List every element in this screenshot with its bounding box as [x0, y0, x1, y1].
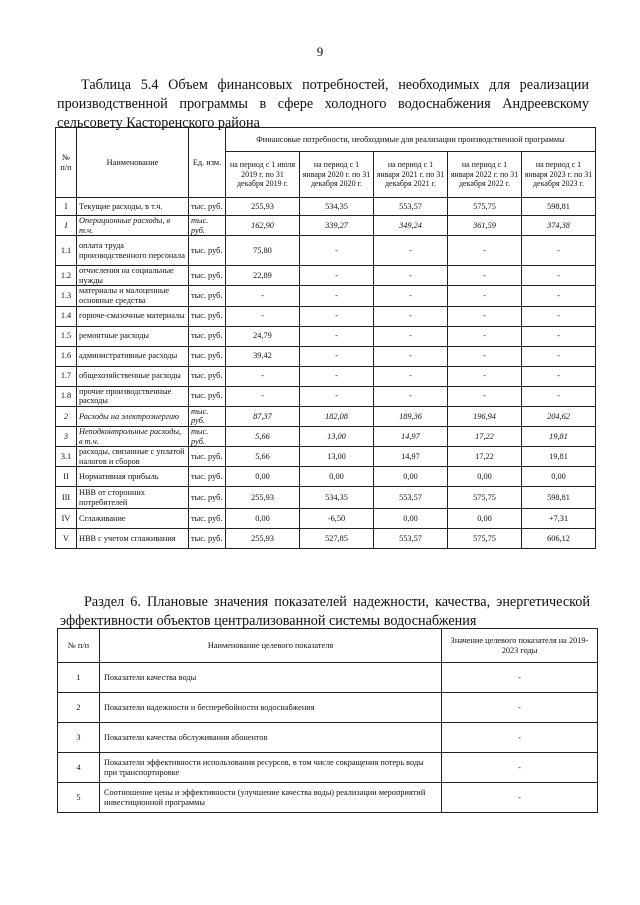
row-unit: тыс. руб.	[189, 426, 226, 446]
row-name: Текущие расходы, в т.ч.	[77, 198, 189, 216]
row-value: -	[522, 236, 596, 266]
row-value: 182,08	[300, 406, 374, 426]
row-value: -	[300, 326, 374, 346]
row-value: 575,75	[448, 487, 522, 509]
header-group: Финансовые потребности, необходимые для реализации производственной программы	[226, 128, 596, 152]
row-num: 1.8	[56, 386, 77, 406]
row-num: 1.1	[56, 236, 77, 266]
row-value: 24,79	[226, 326, 300, 346]
row-name: прочие производственные расходы	[77, 386, 189, 406]
row-value: -	[300, 286, 374, 306]
row-value: 0,00	[226, 467, 300, 487]
row-value: -	[522, 386, 596, 406]
indicator-value: -	[442, 753, 598, 783]
row-value: 0,00	[226, 509, 300, 529]
row-value: -	[522, 266, 596, 286]
row-value: 17,22	[448, 447, 522, 467]
indicator-name: Показатели качества воды	[100, 663, 442, 693]
indicator-row	[58, 783, 598, 813]
row-value: 19,81	[522, 447, 596, 467]
row-num: V	[56, 529, 77, 549]
row-name: ремонтные расходы	[77, 326, 189, 346]
ind-header-name: Наименование целевого показателя	[100, 629, 442, 663]
row-name: Сглаживание	[77, 509, 189, 529]
row-value: 0,00	[522, 467, 596, 487]
table-row	[56, 216, 596, 236]
row-value: 196,94	[448, 406, 522, 426]
ind-header-num: № п/п	[58, 629, 100, 663]
row-name: горюче-смазочные материалы	[77, 306, 189, 326]
row-value: 575,75	[448, 529, 522, 549]
row-value: 5,66	[226, 447, 300, 467]
row-value: -	[448, 236, 522, 266]
row-unit: тыс. руб.	[189, 286, 226, 306]
row-value: -	[522, 346, 596, 366]
row-value: -	[522, 286, 596, 306]
table-row	[56, 509, 596, 529]
row-value: 19,81	[522, 426, 596, 446]
row-value: 598,81	[522, 198, 596, 216]
table-row	[56, 447, 596, 467]
indicator-num: 1	[58, 663, 100, 693]
row-value: -	[226, 286, 300, 306]
table-row	[56, 386, 596, 406]
row-unit: тыс. руб.	[189, 198, 226, 216]
row-value: 374,38	[522, 216, 596, 236]
indicator-value: -	[442, 693, 598, 723]
indicator-name: Показатели надежности и бесперебойности водоснабжения	[100, 693, 442, 723]
row-value: 553,57	[374, 487, 448, 509]
row-value: -	[374, 366, 448, 386]
row-value: -	[300, 386, 374, 406]
row-value: 87,37	[226, 406, 300, 426]
row-value: 598,81	[522, 487, 596, 509]
row-value: 255,93	[226, 487, 300, 509]
row-value: -	[522, 366, 596, 386]
table-row	[56, 406, 596, 426]
row-value: -	[448, 386, 522, 406]
row-unit: тыс. руб.	[189, 216, 226, 236]
row-unit: тыс. руб.	[189, 326, 226, 346]
indicator-name: Соотношение цены и эффективности (улучшение качества воды) реализации мероприятий инвестиционной программы	[100, 783, 442, 813]
row-value: 0,00	[448, 509, 522, 529]
row-value: -	[448, 306, 522, 326]
table-row	[56, 198, 596, 216]
row-unit: тыс. руб.	[189, 366, 226, 386]
row-value: -	[374, 266, 448, 286]
row-value: 0,00	[374, 467, 448, 487]
header-period-2021: на период с 1 января 2021 г. по 31 декабря 2021 г.	[374, 152, 448, 198]
row-value: -	[448, 346, 522, 366]
row-unit: тыс. руб.	[189, 266, 226, 286]
row-unit: тыс. руб.	[189, 346, 226, 366]
header-unit: Ед. изм.	[189, 128, 226, 198]
row-value: -	[226, 386, 300, 406]
ind-header-value: Значение целевого показателя на 2019-2023 годы	[442, 629, 598, 663]
header-period-2019: на период с 1 июля 2019 г. по 31 декабря 2019 г.	[226, 152, 300, 198]
row-value: -	[374, 236, 448, 266]
header-period-2022: на период с 1 января 2022 г. по 31 декабря 2022 г.	[448, 152, 522, 198]
row-unit: тыс. руб.	[189, 447, 226, 467]
row-value: -	[448, 286, 522, 306]
row-value: -	[374, 386, 448, 406]
row-num: IV	[56, 509, 77, 529]
row-value: 14,97	[374, 447, 448, 467]
row-value: -	[300, 346, 374, 366]
row-value: 339,27	[300, 216, 374, 236]
row-value: -	[300, 366, 374, 386]
row-unit: тыс. руб.	[189, 467, 226, 487]
row-value: 204,62	[522, 406, 596, 426]
table-row	[56, 326, 596, 346]
row-name: Неподконтрольные расходы, в т.ч.	[77, 426, 189, 446]
row-unit: тыс. руб.	[189, 306, 226, 326]
row-unit: тыс. руб.	[189, 529, 226, 549]
row-num: 1.3	[56, 286, 77, 306]
row-name: НВВ с учетом сглаживания	[77, 529, 189, 549]
financial-needs-table	[55, 127, 596, 549]
row-num: III	[56, 487, 77, 509]
row-value: 361,59	[448, 216, 522, 236]
row-value: 17,22	[448, 426, 522, 446]
row-value: 5,66	[226, 426, 300, 446]
table-title: Таблица 5.4 Объем финансовых потребностей, необходимых для реализации производственной программы в сфере холодного водоснабжения Андреевскому сельсовету Касторенского района	[57, 77, 589, 131]
page-number: 9	[316, 44, 324, 59]
row-unit: тыс. руб.	[189, 487, 226, 509]
indicator-value: -	[442, 663, 598, 693]
row-value: -	[374, 346, 448, 366]
row-value: -	[522, 306, 596, 326]
row-num: 1.7	[56, 366, 77, 386]
row-value: -	[448, 266, 522, 286]
indicator-name: Показатели качества обслуживания абонентов	[100, 723, 442, 753]
row-value: 527,85	[300, 529, 374, 549]
row-num: 3.1	[56, 447, 77, 467]
row-value: 0,00	[374, 509, 448, 529]
row-value: 553,57	[374, 198, 448, 216]
row-value: 534,35	[300, 198, 374, 216]
indicator-name: Показатели эффективности использования ресурсов, в том числе сокращения потерь воды при транспортировке	[100, 753, 442, 783]
row-value: -	[374, 286, 448, 306]
row-value: -	[448, 366, 522, 386]
indicator-row	[58, 753, 598, 783]
row-num: 1.6	[56, 346, 77, 366]
header-period-2023: на период с 1 января 2023 г. по 31 декабря 2023 г.	[522, 152, 596, 198]
indicator-num: 4	[58, 753, 100, 783]
row-value: -	[226, 366, 300, 386]
row-name: Нормативная прибыль	[77, 467, 189, 487]
indicator-num: 5	[58, 783, 100, 813]
row-num: I	[56, 216, 77, 236]
row-unit: тыс. руб.	[189, 386, 226, 406]
row-unit: тыс. руб.	[189, 509, 226, 529]
indicator-row	[58, 723, 598, 753]
section-title: Раздел 6. Плановые значения показателей надежности, качества, энергетической эффективности объектов централизованной системы водоснабжения	[60, 594, 590, 629]
row-name: Операционные расходы, в т.ч.	[77, 216, 189, 236]
header-period-2020: на период с 1 января 2020 г. по 31 декабря 2020 г.	[300, 152, 374, 198]
table-row	[56, 529, 596, 549]
row-unit: тыс. руб.	[189, 406, 226, 426]
header-name: Наименование	[77, 128, 189, 198]
table-row	[56, 346, 596, 366]
table-row	[56, 426, 596, 446]
row-value: +7,31	[522, 509, 596, 529]
header-num: № п/п	[56, 128, 77, 198]
table-row	[56, 306, 596, 326]
row-value: 22,89	[226, 266, 300, 286]
row-value: -	[522, 326, 596, 346]
row-value: -6,50	[300, 509, 374, 529]
row-value: 349,24	[374, 216, 448, 236]
row-num: 1.5	[56, 326, 77, 346]
row-value: 39,42	[226, 346, 300, 366]
row-name: административные расходы	[77, 346, 189, 366]
row-num: 3	[56, 426, 77, 446]
row-value: 75,80	[226, 236, 300, 266]
row-value: 0,00	[448, 467, 522, 487]
row-name: материалы и малоценные основные средства	[77, 286, 189, 306]
row-value: 534,35	[300, 487, 374, 509]
row-value: 162,90	[226, 216, 300, 236]
row-value: 189,36	[374, 406, 448, 426]
row-value: -	[300, 306, 374, 326]
row-name: отчисления на социальные нужды	[77, 266, 189, 286]
indicator-num: 3	[58, 723, 100, 753]
row-value: -	[374, 326, 448, 346]
row-value: -	[300, 236, 374, 266]
indicator-value: -	[442, 783, 598, 813]
table-row	[56, 286, 596, 306]
row-value: -	[374, 306, 448, 326]
indicator-row	[58, 663, 598, 693]
table-row	[56, 467, 596, 487]
row-name: Расходы на электроэнергию	[77, 406, 189, 426]
indicator-row	[58, 693, 598, 723]
row-num: 1.4	[56, 306, 77, 326]
row-name: оплата труда производственного персонала	[77, 236, 189, 266]
row-value: 606,12	[522, 529, 596, 549]
row-value: 575,75	[448, 198, 522, 216]
row-value: 0,00	[300, 467, 374, 487]
indicator-num: 2	[58, 693, 100, 723]
row-value: 13,00	[300, 426, 374, 446]
row-num: I	[56, 198, 77, 216]
table-row	[56, 236, 596, 266]
row-value: -	[226, 306, 300, 326]
indicator-value: -	[442, 723, 598, 753]
row-value: -	[300, 266, 374, 286]
row-num: II	[56, 467, 77, 487]
table-row	[56, 266, 596, 286]
row-value: 13,00	[300, 447, 374, 467]
row-value: 14,97	[374, 426, 448, 446]
row-name: НВВ от сторонних потребителей	[77, 487, 189, 509]
row-name: расходы, связанные с уплатой налогов и сборов	[77, 447, 189, 467]
indicators-table	[57, 628, 598, 813]
row-value: 255,93	[226, 198, 300, 216]
row-num: 1.2	[56, 266, 77, 286]
table-row	[56, 487, 596, 509]
row-name: общехозяйственные расходы	[77, 366, 189, 386]
table-row	[56, 366, 596, 386]
row-value: -	[448, 326, 522, 346]
row-unit: тыс. руб.	[189, 236, 226, 266]
row-value: 255,93	[226, 529, 300, 549]
row-num: 2	[56, 406, 77, 426]
row-value: 553,57	[374, 529, 448, 549]
